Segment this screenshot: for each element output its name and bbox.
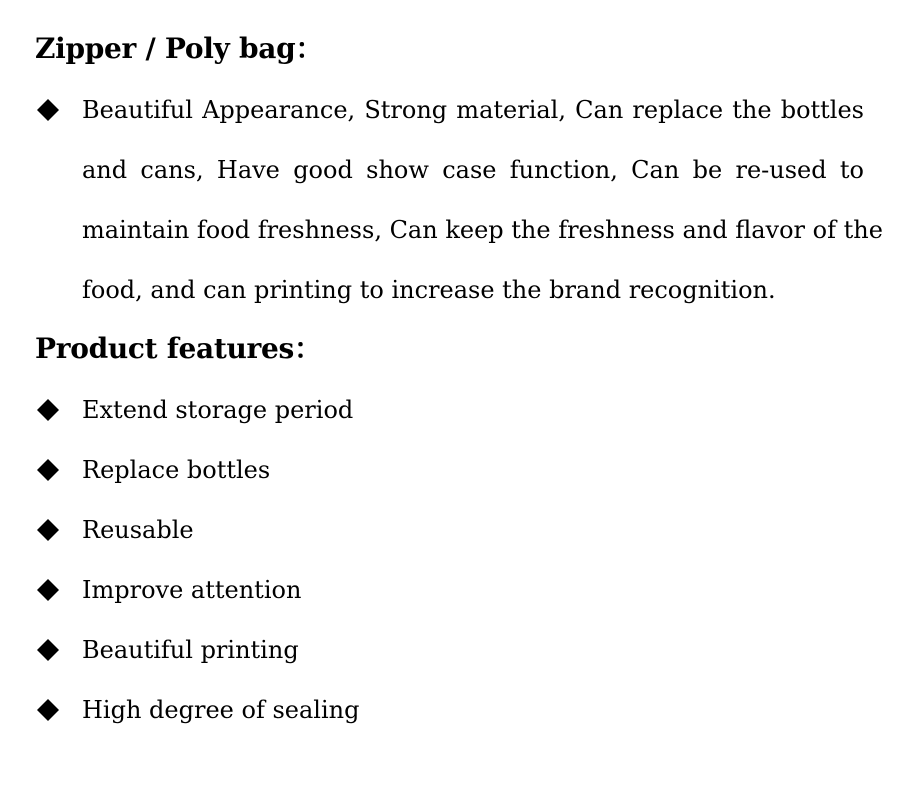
feature-item: Replace bottles <box>82 456 271 484</box>
description-paragraph <box>82 80 883 320</box>
feature-item: Beautiful printing <box>82 636 299 664</box>
feature-item: Reusable <box>82 516 194 544</box>
diamond-bullet-icon <box>36 698 60 722</box>
paragraph-line: maintain food freshness, Can keep the freshness and flavor of the <box>82 216 883 244</box>
section-heading-product-features: Product features： <box>35 332 322 365</box>
feature-item: High degree of sealing <box>82 696 360 724</box>
feature-item: Improve attention <box>82 576 302 604</box>
paragraph-line: Beautiful Appearance, Strong material, Can replace the bottles <box>82 96 864 124</box>
diamond-bullet-icon <box>36 638 60 662</box>
diamond-bullet-icon <box>36 458 60 482</box>
diamond-bullet-icon <box>36 518 60 542</box>
diamond-bullet-icon <box>36 98 60 122</box>
diamond-bullet-icon <box>36 398 60 422</box>
feature-item: Extend storage period <box>82 396 354 424</box>
section-heading-zipper-poly-bag: Zipper / Poly bag： <box>35 32 324 65</box>
paragraph-line: and cans, Have good show case function, Can be re-used to <box>82 156 864 184</box>
diamond-bullet-icon <box>36 578 60 602</box>
paragraph-line: food, and can printing to increase the brand recognition. <box>82 276 776 304</box>
